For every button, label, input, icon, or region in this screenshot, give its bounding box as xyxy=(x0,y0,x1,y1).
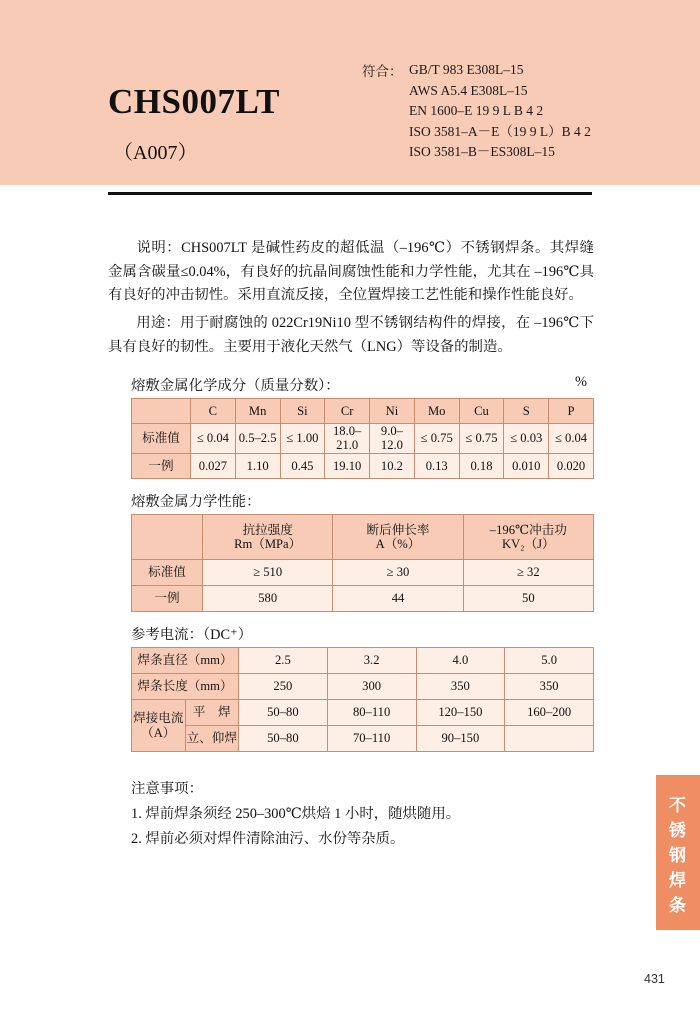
cur-cell: 5.0 xyxy=(505,648,594,674)
mech-col-3 xyxy=(463,515,593,560)
chemistry-unit: % xyxy=(575,374,587,390)
mech-cell: 50 xyxy=(463,586,593,612)
cur-cell: 300 xyxy=(327,674,416,700)
mechanical-table xyxy=(131,514,594,612)
mech-row-label: 一例 xyxy=(132,586,203,612)
chem-cell: 0.45 xyxy=(280,453,325,478)
mech-cell: 580 xyxy=(203,586,333,612)
standard-line: EN 1600–E 19 9 L B 4 2 xyxy=(409,103,544,118)
cur-cell: 350 xyxy=(505,674,594,700)
header-content xyxy=(0,0,700,185)
standards-label: 符合： xyxy=(362,64,403,79)
chem-cell: ≤ 0.04 xyxy=(549,424,594,454)
mech-col-2-line1: 断后伸长率 xyxy=(366,522,430,537)
table-row xyxy=(132,560,594,586)
chem-col-8: S xyxy=(504,399,549,424)
chem-col-2: Mn xyxy=(235,399,280,424)
chem-row-label: 一例 xyxy=(132,453,191,478)
chem-col-6: Mo xyxy=(414,399,459,424)
weld-current-label: 焊接电流（A） xyxy=(132,700,186,752)
current-title: 参考电流：（DC⁺） xyxy=(131,627,253,643)
usage-text: 用途：用于耐腐蚀的 022Cr19Ni10 型不锈钢结构件的焊接，在 –196℃下具有良好的韧性。主要用于液化天然气（LNG）等设备的制造。 xyxy=(108,315,594,355)
header-band xyxy=(0,0,700,185)
cur-cell: 250 xyxy=(239,674,328,700)
side-tab-char: 条 xyxy=(669,896,687,915)
page-number: 431 xyxy=(644,972,665,986)
mech-col-1-line1: 抗拉强度 xyxy=(242,522,293,537)
cur-cell: 2.5 xyxy=(239,648,328,674)
chem-cell: ≤ 0.03 xyxy=(504,424,549,454)
side-tab xyxy=(656,775,700,930)
cur-position-label: 立、仰焊 xyxy=(185,726,239,752)
chem-row-label: 标准值 xyxy=(132,424,191,454)
note-item: 2. 焊前必须对焊件清除油污、水份等杂质。 xyxy=(131,831,405,847)
table-row xyxy=(132,453,594,478)
chem-cell: ≤ 0.75 xyxy=(414,424,459,454)
chem-col-3: Si xyxy=(280,399,325,424)
standard-line: AWS A5.4 E308L–15 xyxy=(409,82,528,98)
chem-cell: 0.020 xyxy=(549,453,594,478)
mech-col-2-line2: A（%） xyxy=(375,537,421,551)
chem-cell: 18.0–21.0 xyxy=(325,424,370,454)
notes-title: 注意事项： xyxy=(131,781,203,797)
cur-cell: 50–80 xyxy=(239,726,328,752)
table-row xyxy=(132,648,594,674)
mech-cell: ≥ 32 xyxy=(463,560,593,586)
cur-cell: 70–110 xyxy=(327,726,416,752)
cur-cell: 90–150 xyxy=(416,726,505,752)
mech-col-1 xyxy=(203,515,333,560)
cur-cell: 120–150 xyxy=(416,700,505,726)
chem-cell: 0.010 xyxy=(504,453,549,478)
side-tab-char: 不 xyxy=(669,796,687,815)
mechanical-title: 熔敷金属力学性能： xyxy=(131,494,261,510)
table-header-row xyxy=(132,515,594,560)
cur-row-label: 焊条长度（mm） xyxy=(132,674,239,700)
chem-cell: 0.13 xyxy=(414,453,459,478)
chem-col-1: C xyxy=(191,399,236,424)
cur-cell: 350 xyxy=(416,674,505,700)
table-header-row xyxy=(132,399,594,424)
chem-col-5: Ni xyxy=(370,399,415,424)
side-tab-char: 锈 xyxy=(669,821,687,840)
chem-col-7: Cu xyxy=(459,399,504,424)
chem-cell: 10.2 xyxy=(370,453,415,478)
chem-cell: 9.0–12.0 xyxy=(370,424,415,454)
description-paragraph xyxy=(108,237,594,308)
chem-col-9: P xyxy=(549,399,594,424)
cur-position-label: 平 焊 xyxy=(185,700,239,726)
product-alias: （A007） xyxy=(113,142,198,164)
header-divider xyxy=(108,192,592,195)
description-text: 说明：CHS007LT 是碱性药皮的超低温（–196℃）不锈钢焊条。其焊缝金属含碳量≤0.04%，有良好的抗晶间腐蚀性能和力学性能，尤其在 –196℃具有良好的冲击韧性。采用直流反接，全位置焊接工艺性能和操作性能良好。 xyxy=(108,240,594,303)
mech-cell: 44 xyxy=(333,586,463,612)
chem-col-0 xyxy=(132,399,191,424)
chemistry-title: 熔敷金属化学成分（质量分数）： xyxy=(131,378,340,394)
mech-col-3-line1: –196℃冲击功 xyxy=(489,522,567,537)
table-row xyxy=(132,586,594,612)
chem-cell: 0.18 xyxy=(459,453,504,478)
chem-cell: ≤ 0.04 xyxy=(191,424,236,454)
chem-cell: 1.10 xyxy=(235,453,280,478)
table-row xyxy=(132,700,594,726)
mech-cell: ≥ 30 xyxy=(333,560,463,586)
product-code: CHS007LT xyxy=(108,82,280,121)
side-tab-char: 焊 xyxy=(669,871,687,890)
chem-cell: 0.5–2.5 xyxy=(235,424,280,454)
mech-col-2 xyxy=(333,515,463,560)
cur-cell: 4.0 xyxy=(416,648,505,674)
chem-col-4: Cr xyxy=(325,399,370,424)
chem-cell: ≤ 1.00 xyxy=(280,424,325,454)
table-row xyxy=(132,726,594,752)
mech-cell: ≥ 510 xyxy=(203,560,333,586)
current-table xyxy=(131,647,594,752)
chem-cell: 19.10 xyxy=(325,453,370,478)
standard-line: ISO 3581–B－ES308L–15 xyxy=(409,144,555,159)
side-tab-char: 钢 xyxy=(669,846,687,865)
mech-col-1-line2: Rm（MPa） xyxy=(234,537,302,551)
table-row xyxy=(132,424,594,454)
mech-col-0 xyxy=(132,515,203,560)
standards-list xyxy=(409,60,591,163)
mech-row-label: 标准值 xyxy=(132,560,203,586)
usage-paragraph xyxy=(108,312,594,359)
notes-section xyxy=(131,777,460,852)
standard-line: ISO 3581–A－E（19 9 L）B 4 2 xyxy=(409,123,591,139)
standard-line: GB/T 983 E308L–15 xyxy=(409,62,524,77)
chem-cell: 0.027 xyxy=(191,453,236,478)
cur-cell xyxy=(505,726,594,752)
cur-row-label: 焊条直径（mm） xyxy=(132,648,239,674)
table-row xyxy=(132,674,594,700)
cur-cell: 3.2 xyxy=(327,648,416,674)
note-item: 1. 焊前焊条须经 250–300℃烘焙 1 小时，随烘随用。 xyxy=(131,806,461,822)
cur-cell: 160–200 xyxy=(505,700,594,726)
chemistry-table xyxy=(131,398,594,479)
chem-cell: ≤ 0.75 xyxy=(459,424,504,454)
cur-cell: 80–110 xyxy=(327,700,416,726)
cur-cell: 50–80 xyxy=(239,700,328,726)
mech-col-3-line2: KV₂（J） xyxy=(501,537,555,551)
